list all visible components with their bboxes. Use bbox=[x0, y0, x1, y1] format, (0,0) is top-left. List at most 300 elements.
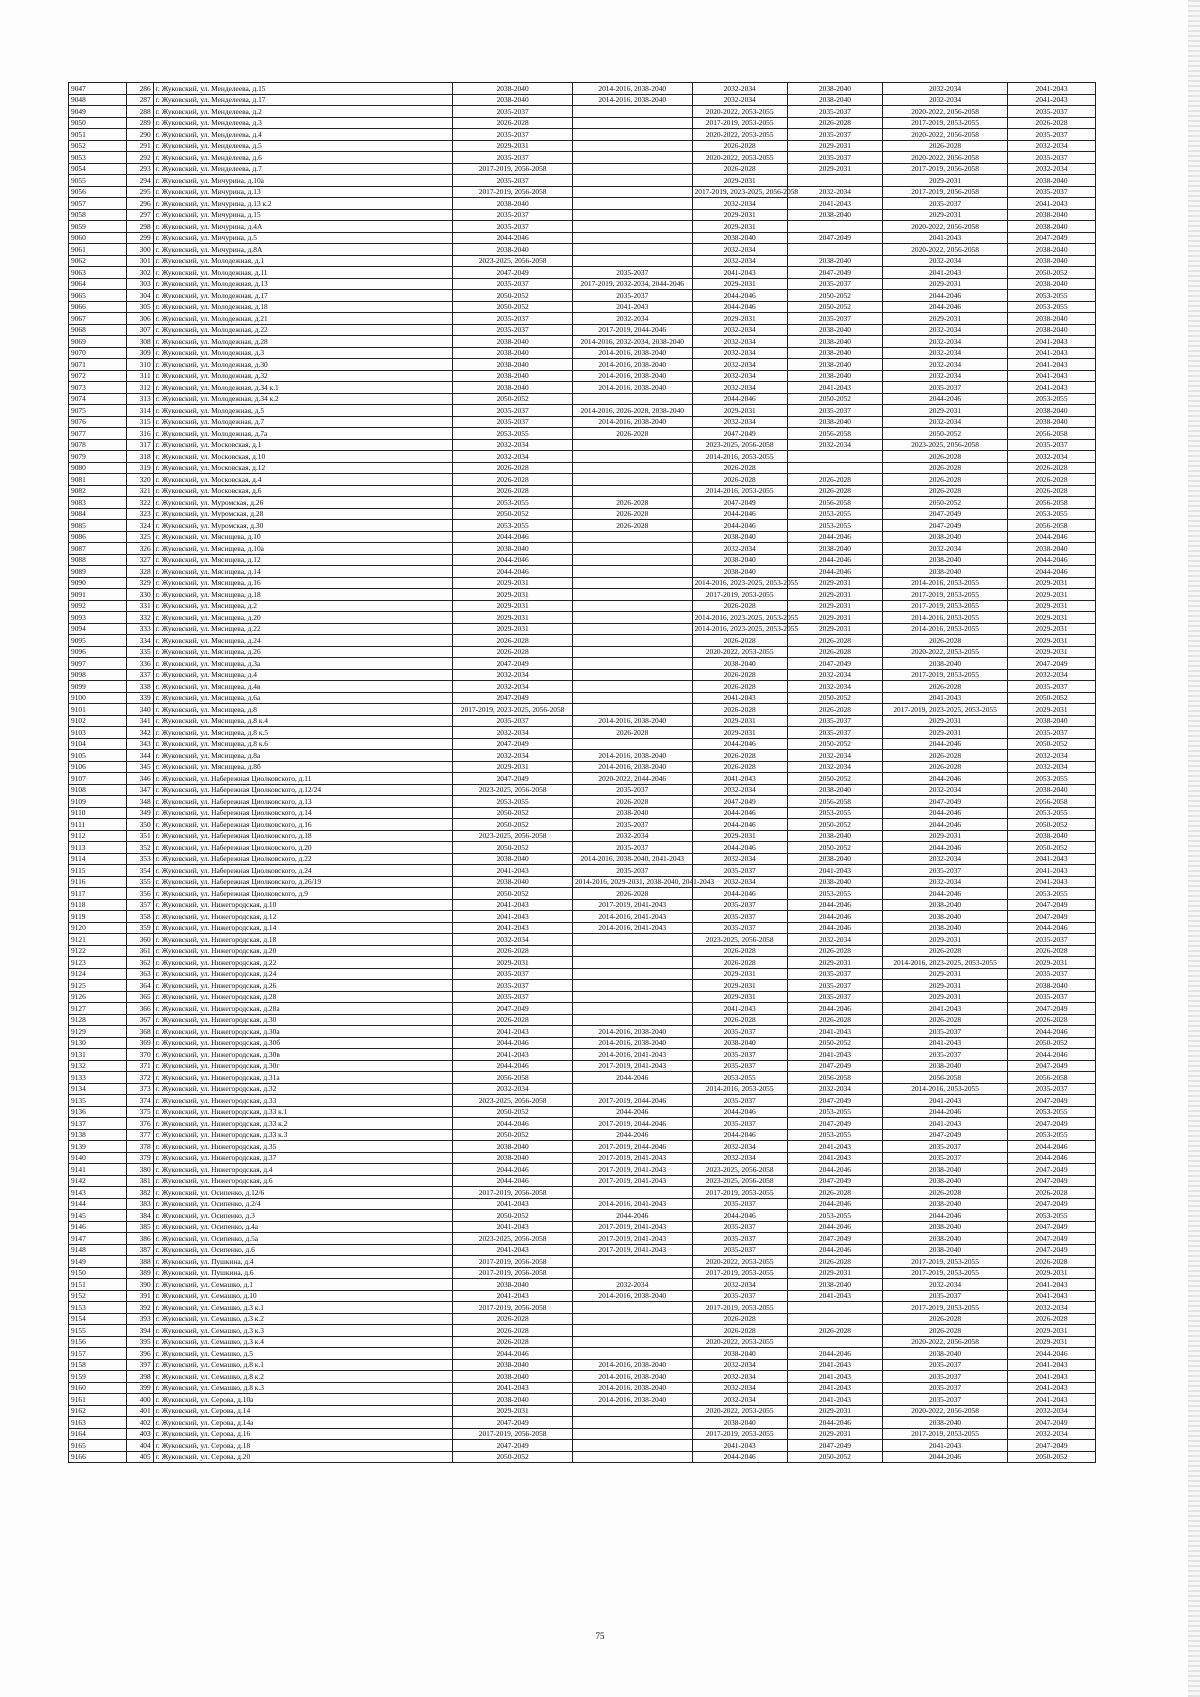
period-cell: 2029-2031 bbox=[787, 1428, 882, 1440]
period-cell: 2032-2034 bbox=[692, 853, 787, 865]
period-cell: 2029-2031 bbox=[787, 577, 882, 589]
address-cell: г. Жуковский, ул. Нижегородская, д.33 к.1 bbox=[153, 1106, 453, 1118]
period-cell: 2035-2037 bbox=[1008, 934, 1096, 946]
period-cell: 2026-2028 bbox=[787, 1325, 882, 1337]
period-cell: 2041-2043 bbox=[787, 382, 882, 394]
period-cell: 2038-2040 bbox=[1008, 784, 1096, 796]
row-id-cell: 9103 bbox=[69, 727, 127, 739]
period-cell: 2038-2040 bbox=[883, 658, 1008, 670]
period-cell: 2035-2037 bbox=[787, 129, 882, 141]
period-cell: 2035-2037 bbox=[1008, 1083, 1096, 1095]
period-cell: 2020-2022, 2053-2055 bbox=[692, 1405, 787, 1417]
period-cell: 2038-2040 bbox=[1008, 715, 1096, 727]
period-cell: 2038-2040 bbox=[453, 336, 573, 348]
address-cell: г. Жуковский, ул. Серова, д.14а bbox=[153, 1417, 453, 1429]
period-cell: 2029-2031 bbox=[883, 405, 1008, 417]
period-cell: 2035-2037 bbox=[453, 129, 573, 141]
period-cell: 2038-2040 bbox=[787, 94, 882, 106]
period-cell: 2014-2016, 2053-2055 bbox=[692, 485, 787, 497]
period-cell: 2047-2049 bbox=[692, 428, 787, 440]
period-cell: 2017-2019, 2041-2043 bbox=[572, 1164, 692, 1176]
table-row bbox=[69, 612, 1096, 624]
row-id-cell: 9144 bbox=[69, 1198, 127, 1210]
period-cell: 2044-2046 bbox=[883, 290, 1008, 302]
row-id-cell: 9128 bbox=[69, 1014, 127, 1026]
period-cell: 2029-2031 bbox=[453, 140, 573, 152]
period-cell: 2020-2022, 2056-2058 bbox=[883, 1336, 1008, 1348]
period-cell: 2017-2019, 2044-2046 bbox=[572, 324, 692, 336]
period-cell: 2038-2040 bbox=[692, 658, 787, 670]
period-cell: 2014-2016, 2023-2025, 2053-2055 bbox=[692, 612, 787, 624]
period-cell: 2038-2040 bbox=[572, 807, 692, 819]
address-cell: г. Жуковский, ул. Нижегородская, д.35 bbox=[153, 1141, 453, 1153]
period-cell: 2053-2055 bbox=[787, 807, 882, 819]
period-cell: 2026-2028 bbox=[453, 485, 573, 497]
row-number-cell: 360 bbox=[127, 934, 153, 946]
period-cell: 2017-2019, 2056-2058 bbox=[883, 163, 1008, 175]
period-cell: 2044-2046 bbox=[883, 819, 1008, 831]
period-cell: 2026-2028 bbox=[1008, 1256, 1096, 1268]
row-id-cell: 9129 bbox=[69, 1026, 127, 1038]
period-cell: 2056-2058 bbox=[787, 796, 882, 808]
period-cell: 2041-2043 bbox=[787, 1290, 882, 1302]
address-cell: г. Жуковский, ул. Мичурина, д.4А bbox=[153, 221, 453, 233]
address-cell: г. Жуковский, ул. Семашко, д.8 к.3 bbox=[153, 1382, 453, 1394]
period-cell: 2044-2046 bbox=[787, 911, 882, 923]
row-number-cell: 290 bbox=[127, 129, 153, 141]
period-cell: 2026-2028 bbox=[787, 1187, 882, 1199]
period-cell: 2035-2037 bbox=[692, 865, 787, 877]
address-cell: г. Жуковский, ул. Семашко, д.3 к.3 bbox=[153, 1325, 453, 1337]
period-cell bbox=[572, 1267, 692, 1279]
row-id-cell: 9158 bbox=[69, 1359, 127, 1371]
period-cell bbox=[572, 117, 692, 129]
row-number-cell: 382 bbox=[127, 1187, 153, 1199]
row-id-cell: 9141 bbox=[69, 1164, 127, 1176]
row-number-cell: 316 bbox=[127, 428, 153, 440]
period-cell: 2017-2019, 2056-2058 bbox=[453, 163, 573, 175]
period-cell: 2044-2046 bbox=[572, 1210, 692, 1222]
table-row bbox=[69, 1072, 1096, 1084]
row-id-cell: 9098 bbox=[69, 669, 127, 681]
period-cell: 2032-2034 bbox=[883, 876, 1008, 888]
period-cell: 2026-2028 bbox=[572, 888, 692, 900]
period-cell: 2038-2040 bbox=[1008, 416, 1096, 428]
row-id-cell: 9161 bbox=[69, 1394, 127, 1406]
address-cell: г. Жуковский, ул. Мясищева, д.10а bbox=[153, 543, 453, 555]
period-cell: 2053-2055 bbox=[1008, 1129, 1096, 1141]
period-cell: 2035-2037 bbox=[1008, 681, 1096, 693]
period-cell: 2041-2043 bbox=[1008, 83, 1096, 95]
period-cell: 2017-2019, 2053-2055 bbox=[883, 600, 1008, 612]
row-number-cell: 303 bbox=[127, 278, 153, 290]
row-number-cell: 347 bbox=[127, 784, 153, 796]
period-cell: 2035-2037 bbox=[572, 267, 692, 279]
period-cell: 2038-2040 bbox=[883, 1417, 1008, 1429]
period-cell: 2029-2031 bbox=[1008, 577, 1096, 589]
period-cell: 2047-2049 bbox=[1008, 1244, 1096, 1256]
table-row bbox=[69, 1187, 1096, 1199]
period-cell: 2032-2034 bbox=[692, 255, 787, 267]
period-cell: 2029-2031 bbox=[883, 934, 1008, 946]
period-cell: 2041-2043 bbox=[883, 692, 1008, 704]
table-row bbox=[69, 1279, 1096, 1291]
period-cell: 2017-2019, 2056-2058 bbox=[453, 186, 573, 198]
table-row bbox=[69, 1325, 1096, 1337]
row-number-cell: 374 bbox=[127, 1095, 153, 1107]
period-cell: 2026-2028 bbox=[572, 428, 692, 440]
row-number-cell: 309 bbox=[127, 347, 153, 359]
period-cell: 2038-2040 bbox=[453, 1279, 573, 1291]
address-cell: г. Жуковский, ул. Нижегородская, д.30б bbox=[153, 1037, 453, 1049]
period-cell: 2053-2055 bbox=[787, 520, 882, 532]
period-cell: 2017-2019, 2023-2025, 2056-2058 bbox=[453, 704, 573, 716]
period-cell: 2044-2046 bbox=[883, 301, 1008, 313]
period-cell: 2047-2049 bbox=[453, 1003, 573, 1015]
period-cell: 2044-2046 bbox=[787, 1198, 882, 1210]
period-cell: 2047-2049 bbox=[1008, 1198, 1096, 1210]
period-cell: 2047-2049 bbox=[1008, 1164, 1096, 1176]
period-cell: 2026-2028 bbox=[787, 704, 882, 716]
period-cell: 2038-2040 bbox=[1008, 278, 1096, 290]
address-cell: г. Жуковский, ул. Молодежная, д.21 bbox=[153, 313, 453, 325]
period-cell: 2044-2046 bbox=[1008, 531, 1096, 543]
row-id-cell: 9111 bbox=[69, 819, 127, 831]
period-cell: 2026-2028 bbox=[453, 1325, 573, 1337]
period-cell: 2047-2049 bbox=[883, 520, 1008, 532]
period-cell: 2017-2019, 2041-2043 bbox=[572, 1221, 692, 1233]
period-cell: 2047-2049 bbox=[453, 773, 573, 785]
row-number-cell: 295 bbox=[127, 186, 153, 198]
row-number-cell: 371 bbox=[127, 1060, 153, 1072]
period-cell: 2032-2034 bbox=[692, 543, 787, 555]
period-cell: 2029-2031 bbox=[1008, 704, 1096, 716]
period-cell: 2026-2028 bbox=[453, 635, 573, 647]
period-cell: 2032-2034 bbox=[883, 255, 1008, 267]
period-cell: 2035-2037 bbox=[1008, 968, 1096, 980]
period-cell: 2023-2025, 2056-2058 bbox=[692, 934, 787, 946]
row-id-cell: 9136 bbox=[69, 1106, 127, 1118]
period-cell: 2032-2034 bbox=[692, 83, 787, 95]
period-cell: 2032-2034 bbox=[453, 681, 573, 693]
table-row bbox=[69, 129, 1096, 141]
period-cell: 2029-2031 bbox=[787, 1267, 882, 1279]
address-cell: г. Жуковский, ул. Осипенко, д.6 bbox=[153, 1244, 453, 1256]
row-id-cell: 9058 bbox=[69, 209, 127, 221]
row-number-cell: 397 bbox=[127, 1359, 153, 1371]
period-cell: 2035-2037 bbox=[883, 865, 1008, 877]
period-cell: 2026-2028 bbox=[692, 635, 787, 647]
period-cell: 2041-2043 bbox=[453, 1049, 573, 1061]
period-cell: 2035-2037 bbox=[453, 175, 573, 187]
period-cell: 2020-2022, 2044-2046 bbox=[572, 773, 692, 785]
row-number-cell: 332 bbox=[127, 612, 153, 624]
row-id-cell: 9071 bbox=[69, 359, 127, 371]
period-cell: 2047-2049 bbox=[883, 796, 1008, 808]
period-cell: 2050-2052 bbox=[787, 738, 882, 750]
table-row bbox=[69, 957, 1096, 969]
address-cell: г. Жуковский, ул. Менделеева, д.5 bbox=[153, 140, 453, 152]
period-cell: 2038-2040 bbox=[453, 347, 573, 359]
period-cell: 2053-2055 bbox=[1008, 393, 1096, 405]
period-cell: 2029-2031 bbox=[883, 830, 1008, 842]
period-cell: 2041-2043 bbox=[453, 1244, 573, 1256]
row-id-cell: 9082 bbox=[69, 485, 127, 497]
row-id-cell: 9120 bbox=[69, 922, 127, 934]
period-cell: 2026-2028 bbox=[572, 727, 692, 739]
period-cell: 2035-2037 bbox=[1008, 727, 1096, 739]
period-cell: 2032-2034 bbox=[692, 876, 787, 888]
table-row bbox=[69, 600, 1096, 612]
period-cell: 2026-2028 bbox=[883, 462, 1008, 474]
period-cell: 2014-2016, 2038-2040 bbox=[572, 1394, 692, 1406]
period-cell: 2044-2046 bbox=[883, 1451, 1008, 1463]
row-number-cell: 370 bbox=[127, 1049, 153, 1061]
table-row bbox=[69, 163, 1096, 175]
period-cell: 2044-2046 bbox=[692, 842, 787, 854]
row-number-cell: 331 bbox=[127, 600, 153, 612]
period-cell: 2044-2046 bbox=[883, 842, 1008, 854]
period-cell: 2041-2043 bbox=[453, 1221, 573, 1233]
period-cell: 2047-2049 bbox=[453, 738, 573, 750]
period-cell: 2038-2040 bbox=[787, 370, 882, 382]
period-cell: 2032-2034 bbox=[1008, 1405, 1096, 1417]
period-cell: 2041-2043 bbox=[692, 692, 787, 704]
period-cell: 2017-2019, 2053-2055 bbox=[883, 117, 1008, 129]
address-cell: г. Жуковский, ул. Семашко, д.3 к.4 bbox=[153, 1336, 453, 1348]
period-cell: 2014-2016, 2041-2043 bbox=[572, 922, 692, 934]
row-number-cell: 343 bbox=[127, 738, 153, 750]
period-cell: 2044-2046 bbox=[787, 899, 882, 911]
period-cell: 2032-2034 bbox=[572, 313, 692, 325]
table-row bbox=[69, 646, 1096, 658]
period-cell: 2014-2016, 2023-2025, 2053-2055 bbox=[692, 577, 787, 589]
row-number-cell: 327 bbox=[127, 554, 153, 566]
period-cell: 2035-2037 bbox=[572, 290, 692, 302]
period-cell: 2035-2037 bbox=[572, 842, 692, 854]
table-row bbox=[69, 991, 1096, 1003]
period-cell: 2050-2052 bbox=[453, 290, 573, 302]
period-cell: 2017-2019, 2056-2058 bbox=[453, 1428, 573, 1440]
period-cell: 2032-2034 bbox=[787, 439, 882, 451]
period-cell: 2014-2016, 2038-2040 bbox=[572, 94, 692, 106]
address-cell: г. Жуковский, ул. Серова, д.20 bbox=[153, 1451, 453, 1463]
period-cell: 2032-2034 bbox=[692, 1382, 787, 1394]
row-id-cell: 9067 bbox=[69, 313, 127, 325]
period-cell: 2035-2037 bbox=[883, 1359, 1008, 1371]
period-cell: 2044-2046 bbox=[1008, 1049, 1096, 1061]
row-number-cell: 380 bbox=[127, 1164, 153, 1176]
period-cell: 2041-2043 bbox=[692, 773, 787, 785]
table-row bbox=[69, 853, 1096, 865]
row-id-cell: 9055 bbox=[69, 175, 127, 187]
row-number-cell: 292 bbox=[127, 152, 153, 164]
period-cell: 2020-2022, 2053-2055 bbox=[692, 1256, 787, 1268]
period-cell: 2056-2058 bbox=[883, 1072, 1008, 1084]
period-cell bbox=[572, 255, 692, 267]
period-cell: 2038-2040 bbox=[883, 911, 1008, 923]
period-cell: 2029-2031 bbox=[453, 761, 573, 773]
period-cell: 2047-2049 bbox=[1008, 232, 1096, 244]
table-row bbox=[69, 1141, 1096, 1153]
period-cell: 2026-2028 bbox=[572, 796, 692, 808]
period-cell: 2026-2028 bbox=[787, 635, 882, 647]
period-cell: 2026-2028 bbox=[883, 140, 1008, 152]
period-cell: 2026-2028 bbox=[692, 1313, 787, 1325]
address-cell: г. Жуковский, ул. Нижегородская, д.33 к.3 bbox=[153, 1129, 453, 1141]
row-id-cell: 9149 bbox=[69, 1256, 127, 1268]
period-cell: 2017-2019, 2053-2055 bbox=[883, 589, 1008, 601]
address-cell: г. Жуковский, ул. Пушкина, д.6 bbox=[153, 1267, 453, 1279]
address-cell: г. Жуковский, ул. Менделеева, д.15 bbox=[153, 83, 453, 95]
period-cell: 2035-2037 bbox=[787, 278, 882, 290]
period-cell bbox=[572, 543, 692, 555]
row-id-cell: 9153 bbox=[69, 1302, 127, 1314]
row-id-cell: 9060 bbox=[69, 232, 127, 244]
period-cell: 2032-2034 bbox=[692, 198, 787, 210]
row-number-cell: 287 bbox=[127, 94, 153, 106]
address-cell: г. Жуковский, ул. Набережная Циолковского, д.14 bbox=[153, 807, 453, 819]
row-id-cell: 9135 bbox=[69, 1095, 127, 1107]
period-cell: 2032-2034 bbox=[883, 347, 1008, 359]
period-cell: 2023-2025, 2056-2058 bbox=[883, 439, 1008, 451]
row-number-cell: 322 bbox=[127, 497, 153, 509]
period-cell: 2035-2037 bbox=[692, 1060, 787, 1072]
period-cell: 2014-2016, 2038-2040, 2041-2043 bbox=[572, 853, 692, 865]
period-cell: 2026-2028 bbox=[692, 681, 787, 693]
period-cell: 2044-2046 bbox=[453, 566, 573, 578]
address-cell: г. Жуковский, ул. Нижегородская, д.28 bbox=[153, 991, 453, 1003]
period-cell: 2044-2046 bbox=[787, 554, 882, 566]
period-cell: 2050-2052 bbox=[1008, 1451, 1096, 1463]
period-cell: 2041-2043 bbox=[787, 1141, 882, 1153]
period-cell: 2041-2043 bbox=[883, 1440, 1008, 1452]
table-row bbox=[69, 382, 1096, 394]
period-cell: 2023-2025, 2056-2058 bbox=[692, 1175, 787, 1187]
row-number-cell: 317 bbox=[127, 439, 153, 451]
table-row bbox=[69, 1221, 1096, 1233]
period-cell: 2038-2040 bbox=[1008, 221, 1096, 233]
period-cell: 2029-2031 bbox=[883, 991, 1008, 1003]
row-id-cell: 9050 bbox=[69, 117, 127, 129]
period-cell: 2041-2043 bbox=[883, 1003, 1008, 1015]
address-cell: г. Жуковский, ул. Менделеева, д.7 bbox=[153, 163, 453, 175]
period-cell: 2026-2028 bbox=[1008, 1014, 1096, 1026]
row-id-cell: 9143 bbox=[69, 1187, 127, 1199]
period-cell bbox=[572, 1187, 692, 1199]
period-cell: 2029-2031 bbox=[1008, 1336, 1096, 1348]
row-id-cell: 9122 bbox=[69, 945, 127, 957]
period-cell: 2038-2040 bbox=[787, 324, 882, 336]
period-cell: 2038-2040 bbox=[453, 1394, 573, 1406]
address-cell: г. Жуковский, ул. Менделеева, д.3 bbox=[153, 117, 453, 129]
period-cell: 2035-2037 bbox=[883, 198, 1008, 210]
row-id-cell: 9105 bbox=[69, 750, 127, 762]
period-cell: 2050-2052 bbox=[883, 428, 1008, 440]
period-cell: 2044-2046 bbox=[453, 1060, 573, 1072]
row-number-cell: 312 bbox=[127, 382, 153, 394]
period-cell: 2026-2028 bbox=[453, 1336, 573, 1348]
period-cell: 2029-2031 bbox=[1008, 623, 1096, 635]
period-cell: 2047-2049 bbox=[787, 1233, 882, 1245]
period-cell: 2050-2052 bbox=[787, 773, 882, 785]
row-id-cell: 9102 bbox=[69, 715, 127, 727]
period-cell: 2053-2055 bbox=[787, 1210, 882, 1222]
period-cell: 2050-2052 bbox=[453, 807, 573, 819]
period-cell: 2035-2037 bbox=[787, 980, 882, 992]
period-cell: 2050-2052 bbox=[1008, 738, 1096, 750]
row-number-cell: 296 bbox=[127, 198, 153, 210]
row-id-cell: 9163 bbox=[69, 1417, 127, 1429]
row-id-cell: 9101 bbox=[69, 704, 127, 716]
period-cell: 2017-2019, 2053-2055 bbox=[883, 669, 1008, 681]
period-cell: 2032-2034 bbox=[453, 451, 573, 463]
period-cell: 2047-2049 bbox=[787, 232, 882, 244]
row-number-cell: 398 bbox=[127, 1371, 153, 1383]
period-cell: 2038-2040 bbox=[453, 543, 573, 555]
table-row bbox=[69, 635, 1096, 647]
period-cell: 2047-2049 bbox=[787, 1440, 882, 1452]
period-cell: 2032-2034 bbox=[692, 1279, 787, 1291]
row-id-cell: 9114 bbox=[69, 853, 127, 865]
row-number-cell: 345 bbox=[127, 761, 153, 773]
period-cell: 2017-2019, 2023-2025, 2056-2058 bbox=[692, 186, 787, 198]
row-id-cell: 9146 bbox=[69, 1221, 127, 1233]
period-cell: 2026-2028 bbox=[883, 451, 1008, 463]
period-cell: 2044-2046 bbox=[692, 1210, 787, 1222]
address-cell: г. Жуковский, ул. Мясищева, д.16 bbox=[153, 577, 453, 589]
row-number-cell: 391 bbox=[127, 1290, 153, 1302]
period-cell: 2044-2046 bbox=[787, 1221, 882, 1233]
period-cell: 2032-2034 bbox=[787, 750, 882, 762]
row-number-cell: 304 bbox=[127, 290, 153, 302]
period-cell: 2035-2037 bbox=[1008, 129, 1096, 141]
period-cell: 2029-2031 bbox=[453, 612, 573, 624]
table-row bbox=[69, 531, 1096, 543]
period-cell: 2035-2037 bbox=[1008, 106, 1096, 118]
period-cell: 2035-2037 bbox=[453, 416, 573, 428]
address-cell: г. Жуковский, ул. Московская, д.10 bbox=[153, 451, 453, 463]
period-cell: 2038-2040 bbox=[787, 416, 882, 428]
address-cell: г. Жуковский, ул. Мясищева, д.8а bbox=[153, 750, 453, 762]
period-cell: 2053-2055 bbox=[1008, 290, 1096, 302]
period-cell bbox=[572, 175, 692, 187]
period-cell: 2041-2043 bbox=[453, 1382, 573, 1394]
table-row bbox=[69, 543, 1096, 555]
period-cell: 2032-2034 bbox=[453, 439, 573, 451]
period-cell: 2014-2016, 2038-2040 bbox=[572, 416, 692, 428]
period-cell: 2032-2034 bbox=[692, 94, 787, 106]
row-id-cell: 9065 bbox=[69, 290, 127, 302]
period-cell: 2035-2037 bbox=[1008, 186, 1096, 198]
period-cell bbox=[572, 232, 692, 244]
address-cell: г. Жуковский, ул. Набережная Циолковского, д.12/24 bbox=[153, 784, 453, 796]
table-row bbox=[69, 393, 1096, 405]
period-cell: 2041-2043 bbox=[883, 267, 1008, 279]
address-cell: г. Жуковский, ул. Серова, д.14 bbox=[153, 1405, 453, 1417]
period-cell: 2050-2052 bbox=[1008, 819, 1096, 831]
address-cell: г. Жуковский, ул. Мясищева, д.14 bbox=[153, 566, 453, 578]
period-cell: 2038-2040 bbox=[883, 1164, 1008, 1176]
period-cell: 2026-2028 bbox=[1008, 485, 1096, 497]
period-cell: 2014-2016, 2053-2055 bbox=[883, 623, 1008, 635]
table-row bbox=[69, 807, 1096, 819]
period-cell: 2032-2034 bbox=[692, 244, 787, 256]
row-id-cell: 9160 bbox=[69, 1382, 127, 1394]
row-id-cell: 9165 bbox=[69, 1440, 127, 1452]
period-cell: 2053-2055 bbox=[1008, 301, 1096, 313]
period-cell: 2029-2031 bbox=[453, 589, 573, 601]
